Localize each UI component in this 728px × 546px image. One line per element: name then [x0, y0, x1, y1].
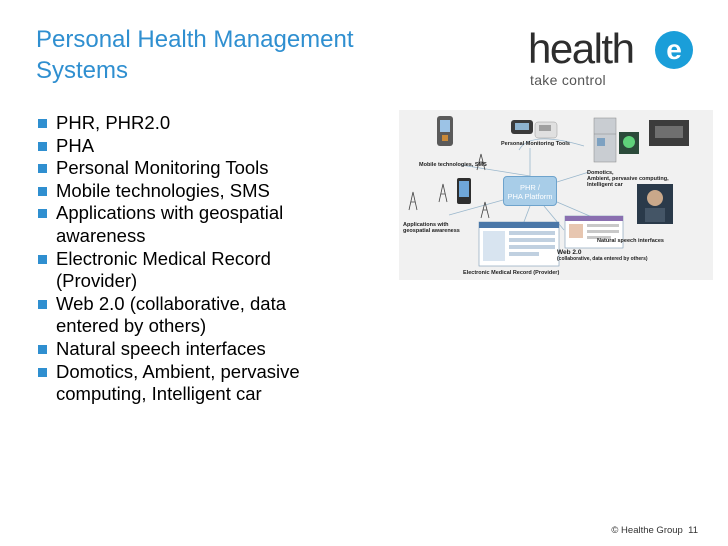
bullet-marker-icon — [38, 119, 47, 128]
bullet-item — [36, 361, 396, 406]
bullet-text-continued: awareness — [56, 224, 146, 246]
bullet-marker-icon — [38, 187, 47, 196]
healthe-logo — [528, 26, 698, 88]
bullet-text: Applications with geospatial — [56, 202, 284, 224]
slide-title — [36, 24, 426, 86]
bullet-text-continued: computing, Intelligent car — [56, 383, 262, 405]
phr-ecosystem-diagram — [399, 110, 713, 280]
bullet-marker-icon — [38, 300, 47, 309]
bullet-item — [36, 180, 396, 203]
logo-tagline: take control — [530, 72, 606, 88]
footer-copyright: © Healthe Group — [611, 525, 683, 536]
label-web20-sub: (collaborative, data entered by others) — [557, 256, 648, 262]
gps-phone-image — [457, 178, 471, 204]
monitoring-devices-image — [511, 120, 557, 138]
logo-e-icon — [654, 30, 694, 70]
bullet-text: Mobile technologies, SMS — [56, 179, 270, 201]
smart-fridge-image — [594, 118, 616, 162]
bullet-text: PHR, PHR2.0 — [56, 112, 171, 133]
bullet-item — [36, 135, 396, 158]
bullet-text: Natural speech interfaces — [56, 337, 266, 359]
footer-page-number: 11 — [688, 525, 698, 536]
bullet-marker-icon — [38, 255, 47, 264]
mobile-phone-image — [437, 116, 453, 146]
bullet-text: Electronic Medical Record — [56, 247, 271, 269]
logo-wordmark: health — [528, 25, 634, 72]
bullet-item — [36, 112, 396, 135]
label-domotics-2: Ambient, pervasive computing, — [587, 176, 669, 182]
label-domotics-1: Domotics, — [587, 170, 614, 176]
slide-footer — [611, 525, 698, 536]
label-geo-2: geospatial awareness — [403, 228, 460, 234]
label-mobile: Mobile technologies, SMS — [419, 162, 487, 168]
bullet-marker-icon — [38, 368, 47, 377]
bullet-text: Web 2.0 (collaborative, data — [56, 292, 287, 314]
label-monitoring: Personal Monitoring Tools — [501, 141, 570, 147]
bullet-text-continued: entered by others) — [56, 315, 207, 337]
emr-screenshot-image — [479, 222, 559, 266]
title-line-1: Personal Health Management — [36, 26, 354, 53]
green-lamp-image — [619, 132, 639, 154]
bullet-item — [36, 293, 396, 338]
bullet-item — [36, 202, 396, 247]
hub-line-1: PHR / — [519, 183, 540, 192]
bullet-item — [36, 248, 396, 293]
bullet-item — [36, 157, 396, 180]
bullet-marker-icon — [38, 345, 47, 354]
bullet-text-continued: (Provider) — [56, 270, 138, 292]
bullet-item — [36, 338, 396, 361]
speech-user-image — [637, 184, 673, 224]
label-domotics-3: Intelligent car — [587, 182, 623, 188]
label-web20: Web 2.0 — [557, 249, 582, 256]
label-speech: Natural speech interfaces — [597, 238, 664, 244]
bullet-text: PHA — [56, 134, 95, 156]
logo-e-letter: e — [666, 34, 682, 65]
hub-line-2: PHA Platform — [507, 192, 553, 201]
label-geo-1: Applications with — [403, 222, 449, 228]
bullet-text: Personal Monitoring Tools — [56, 157, 269, 179]
title-line-2: Systems — [36, 57, 129, 84]
bullet-text: Domotics, Ambient, pervasive — [56, 360, 300, 382]
label-emr: Electronic Medical Record (Provider) — [463, 270, 560, 276]
bullet-marker-icon — [38, 209, 47, 218]
car-image — [649, 120, 689, 146]
bullet-list — [36, 112, 396, 406]
phr-platform-hub — [503, 176, 557, 206]
bullet-marker-icon — [38, 142, 47, 151]
bullet-marker-icon — [38, 164, 47, 173]
